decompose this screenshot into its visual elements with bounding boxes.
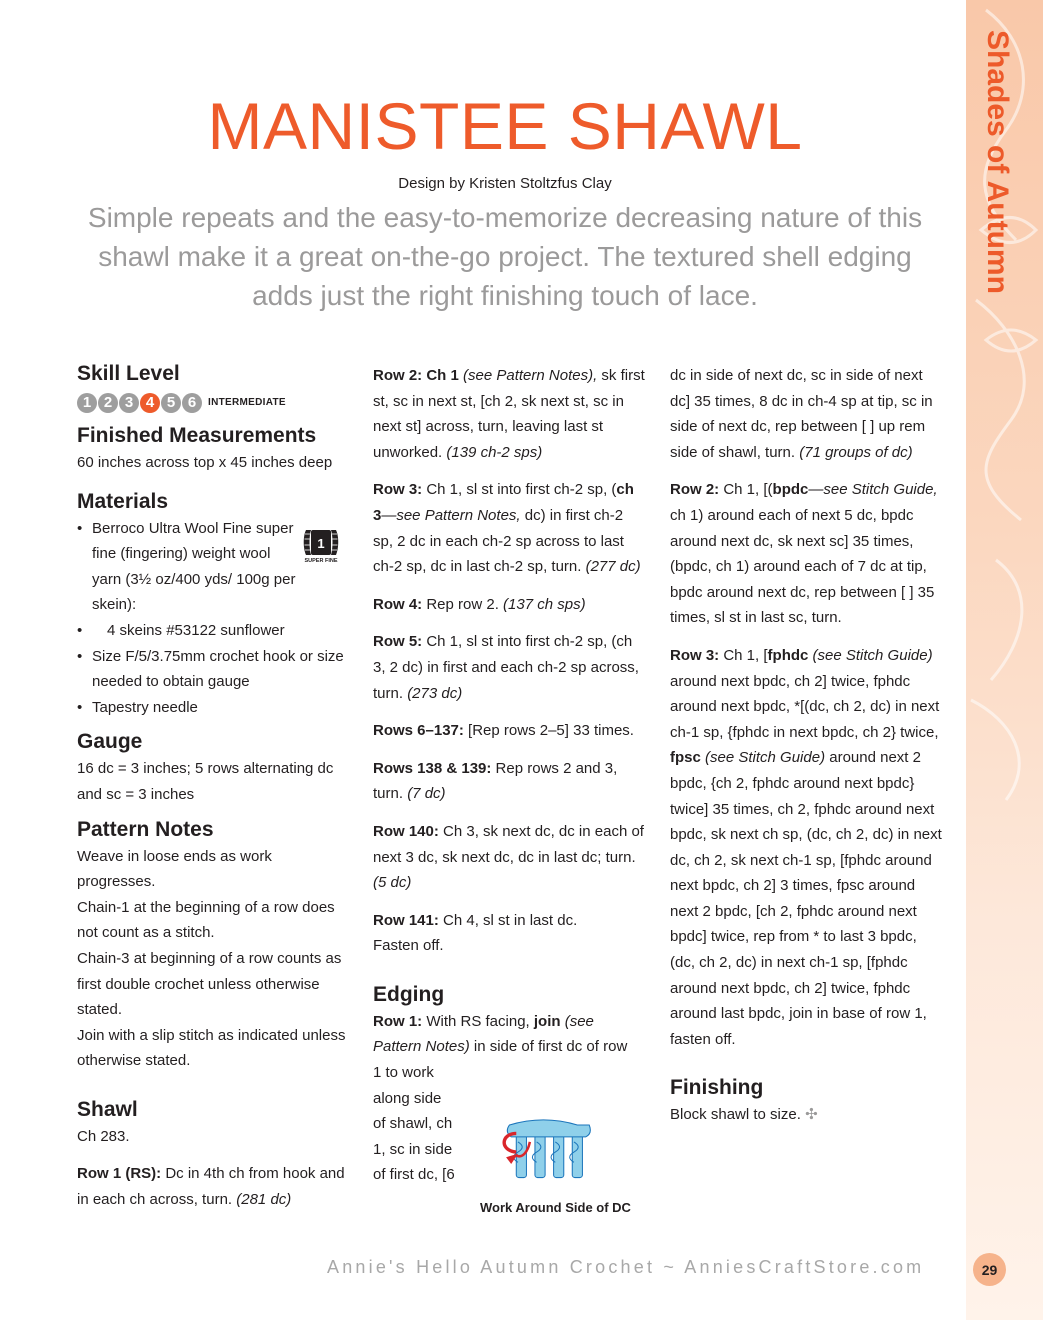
column-2: [373, 363, 645, 1188]
shawl-row-3: Row 3: Ch 1, sl st into first ch-2 sp, (ch 3—see Pattern Notes, dc) in first ch-2 sp, 2 dc in each ch-2 sp across to last ch-2 sp, dc in last ch-2 sp, turn. (277 dc): [373, 481, 641, 576]
shawl-foundation: Ch 283.: [77, 1127, 130, 1145]
skill-level-2: 2: [98, 393, 118, 413]
shawl-rows-138-139: Rows 138 & 139: Rep rows 2 and 3, turn. (7 dc): [373, 759, 618, 803]
yarn-weight-number: 1: [317, 536, 325, 551]
shawl-row-141: Row 141: Ch 4, sl st in last dc. Fasten off.: [373, 911, 578, 955]
materials-item-yarn: • Berroco Ultra Wool Fine super fine (fingering) weight wool yarn (3½ oz/400 yds/ 100g per skein):: [77, 516, 349, 618]
end-mark-icon: ✣: [805, 1106, 818, 1124]
footer-text: Annie's Hello Autumn Crochet ~ AnniesCraftStore.com: [327, 1257, 925, 1277]
column-3: [670, 363, 942, 1128]
intro-text: Simple repeats and the easy-to-memorize decreasing nature of this shawl make it a great on-the-go project. The textured shell edging adds just the right finishing touch of lace.: [87, 202, 923, 311]
pattern-notes-heading: Pattern Notes: [77, 817, 214, 841]
shawl-heading: Shawl: [77, 1097, 138, 1121]
edging-row-1-start: Row 1: With RS facing, join (see Pattern Notes) in side of first dc of row: [373, 1012, 628, 1056]
skill-level-3: 3: [119, 393, 139, 413]
edging-row-1-cont: dc in side of next dc, sc in side of next dc] 35 times, 8 dc in ch-4 sp at tip, sc in side of next dc, rep between [ ] up rem side of shawl, turn. (71 groups of dc): [670, 367, 933, 461]
page-title: MANISTEE SHAWL: [207, 89, 803, 163]
skill-level-indicator: [77, 390, 349, 416]
finishing-heading: Finishing: [670, 1076, 764, 1100]
shawl-row-1: Row 1 (RS): Dc in 4th ch from hook and in each ch across, turn. (281 dc): [77, 1165, 345, 1209]
skill-level-1: 1: [77, 393, 97, 413]
edging-heading: Edging: [373, 982, 445, 1006]
edging-row-3: Row 3: Ch 1, [fphdc (see Stitch Guide) around next bpdc, ch 2] twice, fphdc around next bpdc, *[(dc, ch 2, dc) in next ch-1 sp, {fphdc in next bpdc, ch 2} twice, fpsc (see Stitch Guide) around next 2 bpdc, {ch 2, fphdc around next bpdc} twice] 35 times, ch 2, fphdc around next bpdc, sk next ch sp, (dc, ch 2, dc) in next dc, ch 2, sk next ch-1 sp, [fphdc around next bpdc, ch 2] 3 times, fpsc around next 2 bpdc, [ch 2, fphdc around next bpdc] twice, rep from * to last 3 bpdc, (dc, ch 2, dc) in next ch-1 sp, [fphdc around next bpdc, ch 2] twice, fphdc around last bpdc, join in base of row 1, fasten off.: [670, 646, 942, 1048]
measurements-text: 60 inches across top x 45 inches deep: [77, 454, 333, 471]
shawl-row-2: Row 2: Ch 1 (see Pattern Notes), sk first st, sc in next st, [ch 2, sk next st, sc in next st] across, turn, leaving last st unworked. (139 ch-2 sps): [373, 367, 645, 461]
skill-level-6: 6: [182, 393, 202, 413]
work-around-dc-diagram: [480, 1108, 645, 1203]
skill-level-5: 5: [161, 393, 181, 413]
skill-level-label: INTERMEDIATE: [208, 397, 286, 409]
shawl-row-5: Row 5: Ch 1, sl st into first ch-2 sp, (ch 3, 2 dc) in first and each ch-2 sp across, turn. (273 dc): [373, 633, 639, 702]
column-1: [77, 360, 349, 1213]
materials-item-hook: • Size F/5/3.75mm crochet hook or size needed to obtain gauge: [77, 644, 349, 695]
skill-level-4-active: 4: [140, 393, 160, 413]
shawl-row-4: Row 4: Rep row 2. (137 ch sps): [373, 595, 586, 613]
edging-row-2: Row 2: Ch 1, [(bpdc—see Stitch Guide, ch 1) around each of next 5 dc, bpdc around next dc, sk next sc] 35 times, (bpdc, ch 1) around each of 7 dc at tip, bpdc around next dc, rep between [ ] 35 times, sl st in last sc, turn.: [670, 481, 938, 627]
diagram-caption: Work Around Side of DC: [480, 1200, 631, 1215]
sidebar-title: Shades of Autumn: [981, 30, 1014, 294]
pattern-note: Weave in loose ends as work progresses.: [77, 847, 272, 891]
yarn-weight-icon: [302, 528, 340, 564]
materials-item-needle: • Tapestry needle: [77, 695, 349, 721]
designer-byline: Design by Kristen Stoltzfus Clay: [398, 175, 612, 192]
materials-heading: Materials: [77, 489, 169, 513]
page-number: 29: [973, 1253, 1006, 1286]
measurements-heading: Finished Measurements: [77, 424, 317, 447]
gauge-heading: Gauge: [77, 730, 143, 754]
gauge-text: 16 dc = 3 inches; 5 rows alternating dc and sc = 3 inches: [77, 760, 334, 803]
edging-row-1-narrow: 1 to work along side of shawl, ch 1, sc in side of first dc, [6: [373, 1064, 455, 1184]
pattern-note: Chain-3 at beginning of a row counts as first double crochet unless otherwise stated.: [77, 949, 342, 1019]
shawl-row-140: Row 140: Ch 3, sk next dc, dc in each of next 3 dc, sk next dc, dc in last dc; turn. (5 dc): [373, 822, 644, 892]
skill-level-heading: Skill Level: [77, 362, 180, 385]
shawl-rows-6-137: Rows 6–137: [Rep rows 2–5] 33 times.: [373, 722, 634, 740]
yarn-weight-label: SUPER FINE: [304, 558, 338, 564]
finishing-text: Block shawl to size. ✣: [670, 1106, 818, 1124]
materials-yarn-sub: • 4 skeins #53122 sunflower: [77, 618, 349, 644]
pattern-note: Chain-1 at the beginning of a row does not count as a stitch.: [77, 898, 335, 942]
pattern-note: Join with a slip stitch as indicated unless otherwise stated.: [77, 1026, 346, 1070]
